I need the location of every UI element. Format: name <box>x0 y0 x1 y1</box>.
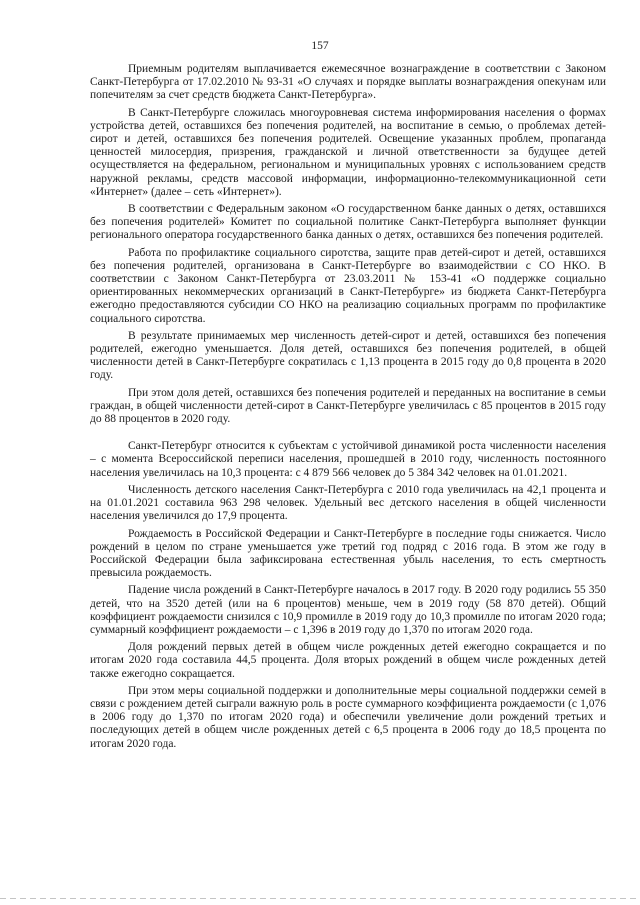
paragraph: Приемным родителям выплачивается ежемесячное вознаграждение в соответствии с Законом Санкт-Петербурга от 17.02.2010 № 93-31 «О случаях и порядке выплаты вознаграждения опекунам или попечителям за счет средств бюджета Санкт-Петербурга». <box>90 63 606 102</box>
paragraph: Работа по профилактике социального сиротства, защите прав детей-сирот и детей, оставшихся без попечения родителей, организована в Санкт-Петербурге во взаимодействии с СО НКО. В соответствии с Законом Санкт-Петербурга от 23.03.2011 № 153-41 «О поддержке социально ориентированных некоммерческих организаций в Санкт-Петербурге» из бюджета Санкт-Петербурга ежегодно предоставляются субсидии СО НКО на реализацию социальных программ по профилактике социального сиротства. <box>90 246 606 325</box>
page-number: 157 <box>311 40 329 52</box>
paragraph: Численность детского населения Санкт-Петербурга с 2010 года увеличилась на 42,1 процента и на 01.01.2021 составила 963 298 человек. Удельный вес детского населения в общей численности населения увеличился до 17,9 процента. <box>90 483 606 523</box>
paragraph: Падение числа рождений в Санкт-Петербурге началось в 2017 году. В 2020 году родились 55 350 детей, что на 3520 детей (или на 6 процентов) меньше, чем в 2019 году (58 870 детей). Общий коэффициент рождаемости снизился с 10,9 промилле в 2019 году до 10,3 промилле по итогам 2020 года; суммарный коэффициент рождаемости – с 1,396 в 2019 году до 1,370 по итогам 2020 года. <box>90 584 606 636</box>
paragraph: В результате принимаемых мер численность детей-сирот и детей, оставшихся без попечения родителей, ежегодно уменьшается. Доля детей, оставшихся без попечения родителей, в общей численности детей в Санкт-Петербурге сократилась с 1,13 процента в 2015 году до 0,8 процента в 2020 году. <box>90 329 606 382</box>
scan-edge-divider <box>0 898 640 899</box>
paragraph: В соответствии с Федеральным законом «О государственном банке данных о детях, оставшихся без попечения родителей» Комитет по социальной политике Санкт-Петербурга выполняет функции регионального оператора государственного банка данных о детях, оставшихся без попечения родителей. <box>90 203 606 242</box>
paragraph: Санкт-Петербург относится к субъектам с устойчивой динамикой роста численности населения – с момента Всероссийской переписи населения, прошедшей в 2010 году, численность постоянного населения увеличилась на 10,3 процента: с 4 879 566 человек до 5 384 342 человек на 01.01.2021. <box>90 440 606 479</box>
paragraph: Рождаемость в Российской Федерации и Санкт-Петербурге в последние годы снижается. Число рождений в целом по стране уменьшается уже третий год подряд с 2016 года. В этом же году в Российской Федерации была зафиксирована естественная убыль населения, то есть смертность превысила рождаемость. <box>90 527 606 580</box>
document-body <box>90 63 606 755</box>
paragraph: При этом доля детей, оставшихся без попечения родителей и переданных на воспитание в семьи граждан, в общей численности детей-сирот в Санкт-Петербурге увеличилась с 85 процентов в 2015 году до 88 процентов в 2020 году. <box>90 386 606 426</box>
paragraph: Доля рождений первых детей в общем числе рожденных детей ежегодно сокращается и по итогам 2020 года составила 44,5 процента. Доля вторых рождений в общем числе рожденных детей также ежегодно сокращается. <box>90 641 606 680</box>
paragraph: При этом меры социальной поддержки и дополнительные меры социальной поддержки семей в связи с рождением детей сыграли важную роль в росте суммарного коэффициента рождаемости (с 1,076 в 2006 году до 1,370 по итогам 2020 года) и обеспечили увеличение доли рождений третьих и последующих детей в общем числе рожденных детей с 6,5 процента в 2006 году до 18,5 процента по итогам 2020 года. <box>90 684 606 750</box>
paragraph: В Санкт-Петербурге сложилась многоуровневая система информирования населения о формах устройства детей, оставшихся без попечения родителей, на воспитание в семью, о проблемах детей-сирот и детей, оставшихся без попечения родителей. Освещение указанных проблем, пропаганда ценностей милосердия, призрения, гражданской и личной ответственности за будущее детей осуществляется на федеральном, региональном и муниципальных уровнях с использованием средств наружной рекламы, средств массовой информации, информационно-телекоммуникационной сети «Интернет» (далее – сеть «Интернет»). <box>90 106 606 198</box>
